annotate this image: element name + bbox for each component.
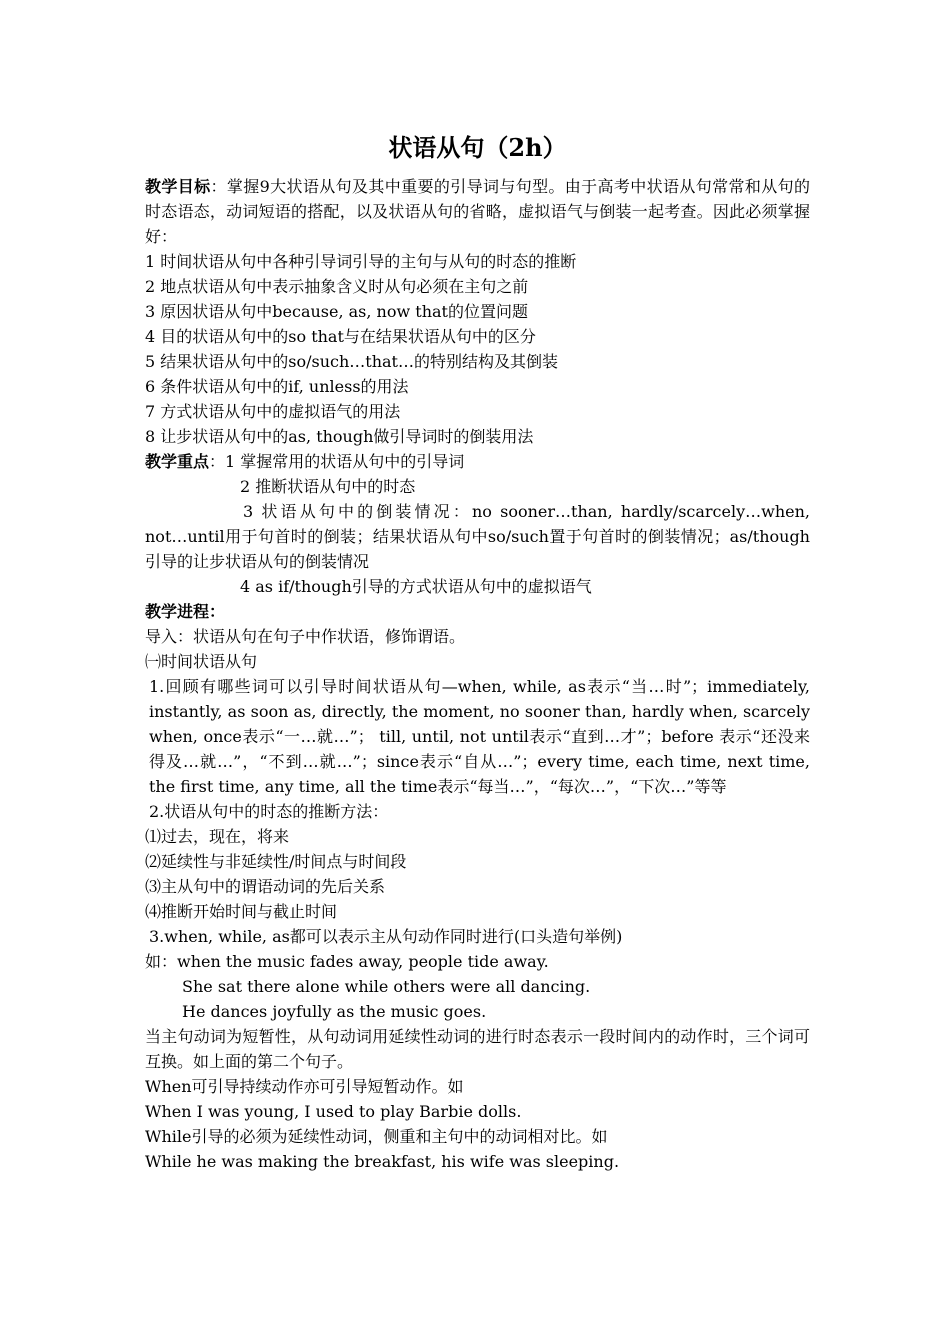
objectives-paragraph (145, 174, 810, 249)
section-heading-time-clause: ㈠时间状语从句 (145, 652, 258, 671)
process-intro: 导入：状语从句在句子中作状语，修饰谓语。 (145, 627, 466, 646)
objectives-label: 教学目标 (145, 177, 211, 196)
example-sentence: While he was making the breakfast, his wife was sleeping. (145, 1152, 620, 1171)
objective-item: 2 地点状语从句中表示抽象含义时从句必须在主句之前 (145, 277, 529, 296)
focus-item-4: 4 as if/though引导的方式状语从句中的虚拟语气 (240, 577, 592, 596)
point-2-heading: 2.状语从句中的时态的推断方法： (149, 802, 389, 821)
note-paragraph: 当主句动词为短暂性，从句动词用延续性动词的进行时态表示一段时间内的动作时，三个词可互换。如上面的第二个句子。 (145, 1027, 810, 1071)
example-sentence: 如：when the music fades away, people tide away. (145, 952, 549, 971)
document-page (145, 130, 810, 1174)
focus-item-2: 2 推断状语从句中的时态 (240, 477, 416, 496)
process-colon: ： (209, 602, 226, 621)
method-item: ⑵延续性与非延续性/时间点与时间段 (145, 852, 407, 871)
objective-item: 7 方式状语从句中的虚拟语气的用法 (145, 402, 401, 421)
objective-item: 6 条件状语从句中的if, unless的用法 (145, 377, 409, 396)
objective-item: 8 让步状语从句中的as, though做引导词时的倒装用法 (145, 427, 534, 446)
focus-label: 教学重点 (145, 452, 210, 471)
process-label: 教学进程 (145, 602, 210, 621)
focus-item-1: ：1 掌握常用的状语从句中的引导词 (209, 452, 465, 471)
method-item: ⑷推断开始时间与截止时间 (145, 902, 338, 921)
focus-item-3: 3 状语从句中的倒装情况：no sooner…than, hardly/scarcely…when, not…until用于句首时的倒装；结果状语从句中so/such置于句首时的倒装情况；as/though引导的让步状语从句的倒装情况 (145, 502, 810, 571)
objectives-text: ：掌握9大状语从句及其中重要的引导词与句型。由于高考中状语从句常常和从句的时态语态，动词短语的搭配，以及状语从句的省略，虚拟语气与倒装一起考查。因此必须掌握好： (145, 177, 810, 246)
point-1-paragraph: 1.回顾有哪些词可以引导时间状语从句—when, while, as表示“当…时”；immediately, instantly, as soon as, directly, the moment, no sooner than, hardly when, scarcely when, once表示“一…就…”； till, until, not until表示“直到…才”；before 表示“还没来得及…就…”，“不到…就…”；since表示“自从…”；every time, each time, next time, the first time, any time, all the time表示“每当…”，“每次…”，“下次…”等等 (149, 677, 810, 796)
objective-item: 1 时间状语从句中各种引导词引导的主句与从句的时态的推断 (145, 252, 577, 271)
process-heading (145, 599, 810, 624)
method-item: ⑴过去，现在，将来 (145, 827, 290, 846)
example-sentence: She sat there alone while others were all dancing. (182, 977, 591, 996)
objective-item: 3 原因状语从句中because, as, now that的位置问题 (145, 302, 528, 321)
method-item: ⑶主从句中的谓语动词的先后关系 (145, 877, 386, 896)
point-3-heading: 3.when, while, as都可以表示主从句动作同时进行(口头造句举例) (149, 927, 623, 946)
document-title: 状语从句（2h） (388, 133, 567, 162)
example-sentence: When I was young, I used to play Barbie dolls. (145, 1102, 522, 1121)
focus-heading (145, 449, 810, 474)
note-paragraph: When可引导持续动作亦可引导短暂动作。如 (145, 1077, 464, 1096)
example-sentence: He dances joyfully as the music goes. (182, 1002, 487, 1021)
objective-item: 4 目的状语从句中的so that与在结果状语从句中的区分 (145, 327, 536, 346)
objective-item: 5 结果状语从句中的so/such…that…的特别结构及其倒装 (145, 352, 558, 371)
note-paragraph: While引导的必须为延续性动词，侧重和主句中的动词相对比。如 (145, 1127, 608, 1146)
